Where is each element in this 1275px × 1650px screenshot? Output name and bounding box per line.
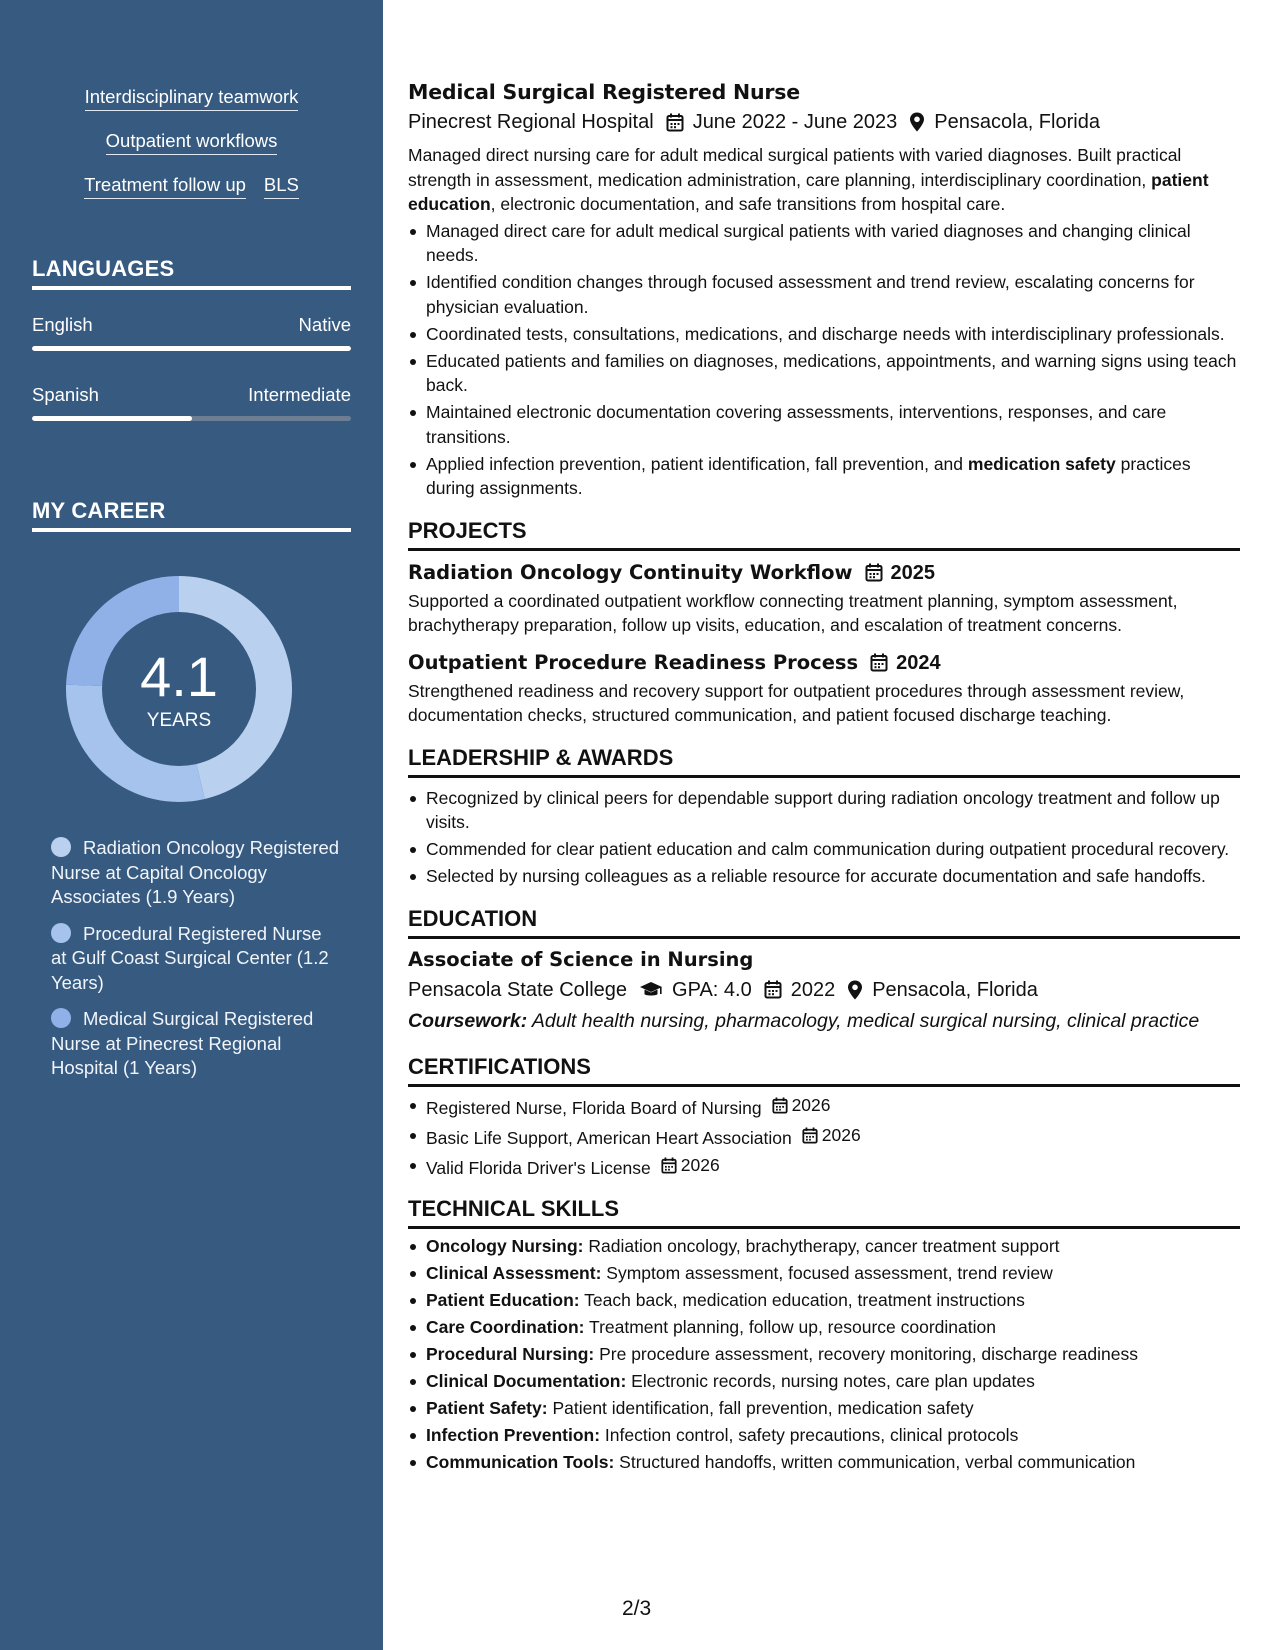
language-level-bar <box>32 346 351 351</box>
list-item: Patient Education: Teach back, medication education, treatment instructions <box>408 1287 1240 1314</box>
project-entry <box>408 649 1240 728</box>
education-heading: EDUCATION <box>408 905 1240 939</box>
skill-tag: Treatment follow up <box>84 174 246 199</box>
list-item <box>408 1153 1240 1181</box>
legend-item <box>51 1007 341 1081</box>
list-item <box>408 1123 1240 1151</box>
calendar-icon <box>661 1157 677 1174</box>
certification-name: Registered Nurse, Florida Board of Nursing <box>426 1097 762 1118</box>
list-item: Communication Tools: Structured handoffs, written communication, verbal communication <box>408 1449 1240 1476</box>
project-description: Strengthened readiness and recovery support for outpatient procedures through assessment review, documentation checks, structured communication, and patient focused discharge teaching. <box>408 680 1185 725</box>
school-location: Pensacola, Florida <box>872 978 1038 1001</box>
technical-skills-heading: TECHNICAL SKILLS <box>408 1195 1240 1229</box>
list-item: Patient Safety: Patient identification, fall prevention, medication safety <box>408 1395 1240 1422</box>
skill-tag: BLS <box>264 174 299 199</box>
list-item: Managed direct care for adult medical surgical patients with varied diagnoses and changing clinical needs. <box>408 219 1240 268</box>
list-item: Infection Prevention: Infection control, safety precautions, clinical protocols <box>408 1422 1240 1449</box>
job-location: Pensacola, Florida <box>934 111 1100 133</box>
skill-row <box>0 174 383 199</box>
certifications-list <box>408 1093 1240 1181</box>
language-level-fill <box>32 346 351 351</box>
language-english <box>32 314 351 351</box>
project-title: Outpatient Procedure Readiness Process <box>408 650 859 674</box>
list-item: Clinical Documentation: Electronic records, nursing notes, care plan updates <box>408 1368 1240 1395</box>
school: Pensacola State College <box>408 978 628 1001</box>
calendar-icon <box>802 1127 818 1144</box>
list-item: Applied infection prevention, patient identification, fall prevention, and medication safety practices during assignments. <box>408 452 1240 501</box>
job-bullets <box>408 219 1240 501</box>
certifications-heading: CERTIFICATIONS <box>408 1053 1240 1087</box>
language-level: Intermediate <box>248 384 351 405</box>
legend-dot <box>51 1008 71 1028</box>
page-number: 2/3 <box>622 1597 652 1620</box>
list-item: Clinical Assessment: Symptom assessment, focused assessment, trend review <box>408 1260 1240 1287</box>
list-item: Coordinated tests, consultations, medications, and discharge needs with interdisciplinary professionals. <box>408 322 1240 347</box>
job-meta <box>408 108 1240 136</box>
languages-heading: LANGUAGES <box>32 256 351 290</box>
language-level-fill <box>32 416 192 421</box>
coursework: Coursework: Adult health nursing, pharmacology, medical surgical nursing, clinical practice <box>408 1009 1200 1032</box>
main-content <box>408 78 1240 1476</box>
leadership-heading: LEADERSHIP & AWARDS <box>408 744 1240 778</box>
career-unit: YEARS <box>146 710 212 731</box>
language-name: Spanish <box>32 384 99 405</box>
calendar-icon <box>666 113 684 132</box>
gpa: GPA: 4.0 <box>672 978 752 1001</box>
career-total: 4.1 <box>140 645 218 708</box>
list-item: Educated patients and families on diagnoses, medications, appointments, and warning signs using teach back. <box>408 349 1240 398</box>
legend-item <box>51 922 341 996</box>
list-item: Recognized by clinical peers for dependable support during radiation oncology treatment and follow up visits. <box>408 786 1240 835</box>
list-item: Commended for clear patient education and calm communication during outpatient procedural recovery. <box>408 837 1240 862</box>
skill-tags <box>0 86 383 218</box>
sidebar <box>0 0 383 1650</box>
career-legend <box>51 836 341 1093</box>
project-entry <box>408 559 1240 638</box>
legend-dot <box>51 923 71 943</box>
list-item: Maintained electronic documentation covering assessments, interventions, responses, and care transitions. <box>408 400 1240 449</box>
job-summary: Managed direct nursing care for adult medical surgical patients with varied diagnoses. Built practical strength in assessment, medication administration, care planning, interdisciplinary coordination, patient education, electronic documentation, and safe transitions from hospital care. <box>408 145 1209 214</box>
list-item: Selected by nursing colleagues as a reliable resource for accurate documentation and safe handoffs. <box>408 864 1240 889</box>
education-entry <box>408 946 1240 1035</box>
graduation-cap-icon <box>639 981 663 999</box>
language-level-bar <box>32 416 351 421</box>
projects-heading: PROJECTS <box>408 517 1240 551</box>
project-year: 2024 <box>896 651 941 674</box>
job-dates: June 2022 - June 2023 <box>692 111 898 133</box>
skill-row <box>0 86 383 111</box>
skill-row <box>0 130 383 155</box>
technical-skills-list <box>408 1233 1240 1476</box>
certification-name: Basic Life Support, American Heart Association <box>426 1127 792 1148</box>
skill-tag: Interdisciplinary teamwork <box>85 86 299 111</box>
legend-label: Radiation Oncology Registered Nurse at Capital Oncology Associates (1.9 Years) <box>51 837 340 907</box>
project-year: 2025 <box>890 561 936 584</box>
calendar-icon <box>870 653 888 672</box>
leadership-list <box>408 786 1240 889</box>
list-item: Oncology Nursing: Radiation oncology, brachytherapy, cancer treatment support <box>408 1233 1240 1260</box>
certification-year: 2026 <box>680 1154 720 1175</box>
career-heading: MY CAREER <box>32 498 351 532</box>
legend-dot <box>51 837 71 857</box>
career-donut-chart <box>64 574 294 804</box>
education-meta <box>408 976 1240 1004</box>
calendar-icon <box>772 1097 788 1114</box>
certification-year: 2026 <box>791 1094 831 1115</box>
certification-name: Valid Florida Driver's License <box>426 1157 651 1178</box>
job-title: Medical Surgical Registered Nurse <box>408 80 800 104</box>
legend-label: Medical Surgical Registered Nurse at Pinecrest Regional Hospital (1 Years) <box>51 1008 314 1078</box>
language-name: English <box>32 314 93 335</box>
location-pin-icon <box>909 112 925 132</box>
skill-tag: Outpatient workflows <box>106 130 278 155</box>
language-level: Native <box>298 314 351 335</box>
degree: Associate of Science in Nursing <box>408 947 754 971</box>
graduation-year: 2022 <box>790 978 836 1001</box>
list-item <box>408 1093 1240 1121</box>
employer: Pinecrest Regional Hospital <box>408 111 654 133</box>
calendar-icon <box>865 563 883 582</box>
legend-item <box>51 836 341 910</box>
legend-label: Procedural Registered Nurse at Gulf Coast Surgical Center (1.2 Years) <box>51 922 329 993</box>
list-item: Identified condition changes through focused assessment and trend review, escalating concerns for physician evaluation. <box>408 270 1240 319</box>
experience-entry <box>408 78 1240 501</box>
calendar-icon <box>764 980 782 999</box>
list-item: Care Coordination: Treatment planning, follow up, resource coordination <box>408 1314 1240 1341</box>
language-spanish <box>32 384 351 421</box>
location-pin-icon <box>847 980 863 1000</box>
project-description: Supported a coordinated outpatient workflow connecting treatment planning, symptom assessment, brachytherapy preparation, follow up visits, education, and escalation of treatment concerns. <box>408 590 1178 635</box>
list-item: Procedural Nursing: Pre procedure assessment, recovery monitoring, discharge readiness <box>408 1341 1240 1368</box>
project-title: Radiation Oncology Continuity Workflow <box>408 560 853 584</box>
certification-year: 2026 <box>821 1124 861 1145</box>
